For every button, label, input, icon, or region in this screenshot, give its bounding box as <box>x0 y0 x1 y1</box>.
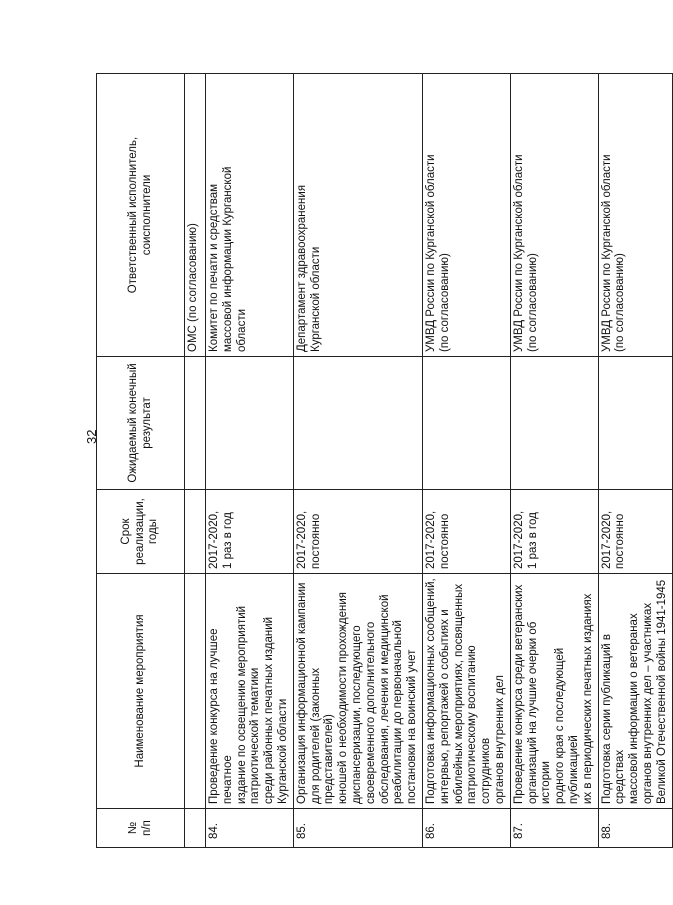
row-responsible: УМВД России по Курганской области (по согласованию) <box>598 74 672 357</box>
table-row <box>293 74 422 848</box>
continuation-num <box>185 809 206 848</box>
header-period: Срок реализации, годы <box>97 490 185 574</box>
table-row <box>510 74 598 848</box>
row-result <box>422 357 510 490</box>
row-num: 85. <box>293 809 422 848</box>
measures-table <box>96 73 673 848</box>
row-result <box>293 357 422 490</box>
row-period: 2017-2020, 1 раз в год <box>510 490 598 574</box>
row-num: 84. <box>206 809 294 848</box>
header-row <box>97 74 185 848</box>
continuation-row <box>185 74 206 848</box>
table-row <box>206 74 294 848</box>
row-period: 2017-2020, постоянно <box>422 490 510 574</box>
row-name: Подготовка информационных сообщений, интервью, репортажей о событиях и юбилейных мероприятиях, посвященных патриотическому воспитанию сотрудников органов внутренних дел <box>422 574 510 809</box>
row-period: 2017-2020, постоянно <box>598 490 672 574</box>
continuation-name <box>185 574 206 809</box>
row-result <box>206 357 294 490</box>
header-result: Ожидаемый конечный результат <box>97 357 185 490</box>
row-result <box>598 357 672 490</box>
row-period: 2017-2020, постоянно <box>293 490 422 574</box>
continuation-responsible: ОМС (по согласованию) <box>185 74 206 357</box>
row-num: 87. <box>510 809 598 848</box>
continuation-period <box>185 490 206 574</box>
page-number: 32 <box>84 429 99 444</box>
row-num: 88. <box>598 809 672 848</box>
row-name: Организация информационной кампании для родителей (законных представителей) юношей о необходимости прохождения диспансеризации, последующего своевременного дополнительного обследования, лечения и медицинской реабилитации до первоначальной постановки на воинский учет <box>293 574 422 809</box>
header-num: № п/п <box>97 809 185 848</box>
row-name: Подготовка серии публикаций в средствах массовой информации о ветеранах органов внутренних дел – участниках Великой Отечественной войны 1941-1945 <box>598 574 672 809</box>
row-responsible: УМВД России по Курганской области (по согласованию) <box>510 74 598 357</box>
row-responsible: УМВД России по Курганской области (по согласованию) <box>422 74 510 357</box>
rotated-page <box>96 74 668 848</box>
table-row <box>598 74 672 848</box>
continuation-result <box>185 357 206 490</box>
row-period: 2017-2020, 1 раз в год <box>206 490 294 574</box>
row-responsible: Комитет по печати и средствам массовой информации Курганской области <box>206 74 294 357</box>
table-row <box>422 74 510 848</box>
header-responsible: Ответственный исполнитель, соисполнители <box>97 74 185 357</box>
row-num: 86. <box>422 809 510 848</box>
header-name: Наименование мероприятия <box>97 574 185 809</box>
row-result <box>510 357 598 490</box>
row-responsible: Департамент здравоохранения Курганской области <box>293 74 422 357</box>
row-name: Проведение конкурса среди ветеранских организаций на лучшие очерки об истории родного края с последующей публикацией их в периодических печатных изданиях <box>510 574 598 809</box>
row-name: Проведение конкурса на лучшее печатное издание по освещению мероприятий патриотической тематики среди районных печатных изданий Курганской области <box>206 574 294 809</box>
